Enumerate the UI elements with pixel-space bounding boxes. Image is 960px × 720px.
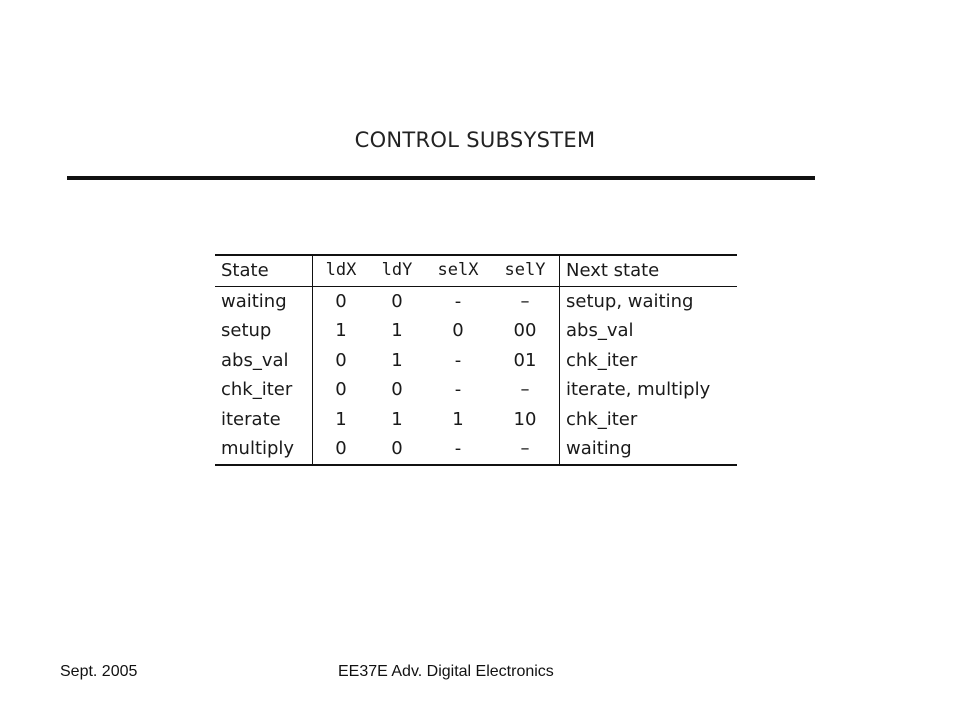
cell-ldx: 0 bbox=[335, 379, 347, 401]
state-table-container bbox=[215, 254, 737, 466]
table-row bbox=[215, 375, 737, 405]
cell-state: chk_iter bbox=[215, 375, 313, 405]
cell-next-state: iterate, multiply bbox=[566, 379, 711, 401]
footer-course-title: EE37E Adv. Digital Electronics bbox=[338, 663, 554, 680]
cell-state: setup bbox=[215, 316, 313, 346]
cell-selx: - bbox=[454, 290, 462, 312]
cell-selx: 0 bbox=[452, 320, 464, 342]
cell-selx: - bbox=[454, 438, 462, 460]
cell-next-state: abs_val bbox=[566, 320, 634, 342]
table-row bbox=[215, 434, 737, 465]
cell-selx: 1 bbox=[452, 408, 464, 430]
cell-selx: - bbox=[454, 349, 462, 371]
table-row bbox=[215, 346, 737, 376]
cell-next-state: waiting bbox=[566, 438, 632, 460]
cell-state: iterate bbox=[215, 405, 313, 435]
table-row bbox=[215, 316, 737, 346]
header-sely: selY bbox=[491, 255, 560, 286]
cell-ldx: 0 bbox=[335, 290, 347, 312]
cell-selx: - bbox=[454, 379, 462, 401]
cell-sely: – bbox=[491, 286, 560, 316]
title-underline bbox=[67, 176, 815, 180]
cell-next-state: chk_iter bbox=[566, 408, 638, 430]
cell-state: multiply bbox=[215, 434, 313, 465]
cell-sely: 10 bbox=[491, 405, 560, 435]
cell-ldx: 0 bbox=[335, 349, 347, 371]
header-ldy: ldY bbox=[381, 260, 413, 281]
cell-state: abs_val bbox=[215, 346, 313, 376]
header-state: State bbox=[215, 255, 313, 286]
cell-ldx: 1 bbox=[335, 320, 347, 342]
cell-ldy: 0 bbox=[391, 379, 403, 401]
table-row bbox=[215, 405, 737, 435]
cell-ldy: 1 bbox=[391, 320, 403, 342]
cell-state: waiting bbox=[215, 286, 313, 316]
cell-sely: 01 bbox=[491, 346, 560, 376]
cell-next-state: chk_iter bbox=[566, 349, 638, 371]
cell-ldx: 1 bbox=[335, 408, 347, 430]
cell-ldy: 1 bbox=[391, 408, 403, 430]
cell-ldy: 0 bbox=[391, 290, 403, 312]
slide-title: CONTROL SUBSYSTEM bbox=[354, 128, 596, 152]
table-row bbox=[215, 286, 737, 316]
cell-ldy: 1 bbox=[391, 349, 403, 371]
header-next-state: Next state bbox=[566, 260, 660, 282]
footer-date: Sept. 2005 bbox=[60, 663, 138, 680]
header-selx: selX bbox=[437, 260, 479, 281]
header-ldx: ldX bbox=[325, 260, 357, 281]
cell-sely: – bbox=[491, 375, 560, 405]
cell-sely: – bbox=[491, 434, 560, 465]
cell-ldx: 0 bbox=[335, 438, 347, 460]
cell-ldy: 0 bbox=[391, 438, 403, 460]
cell-sely: 00 bbox=[491, 316, 560, 346]
cell-next-state: setup, waiting bbox=[566, 290, 694, 312]
table-header-row bbox=[215, 255, 737, 286]
state-transition-table bbox=[215, 254, 737, 466]
